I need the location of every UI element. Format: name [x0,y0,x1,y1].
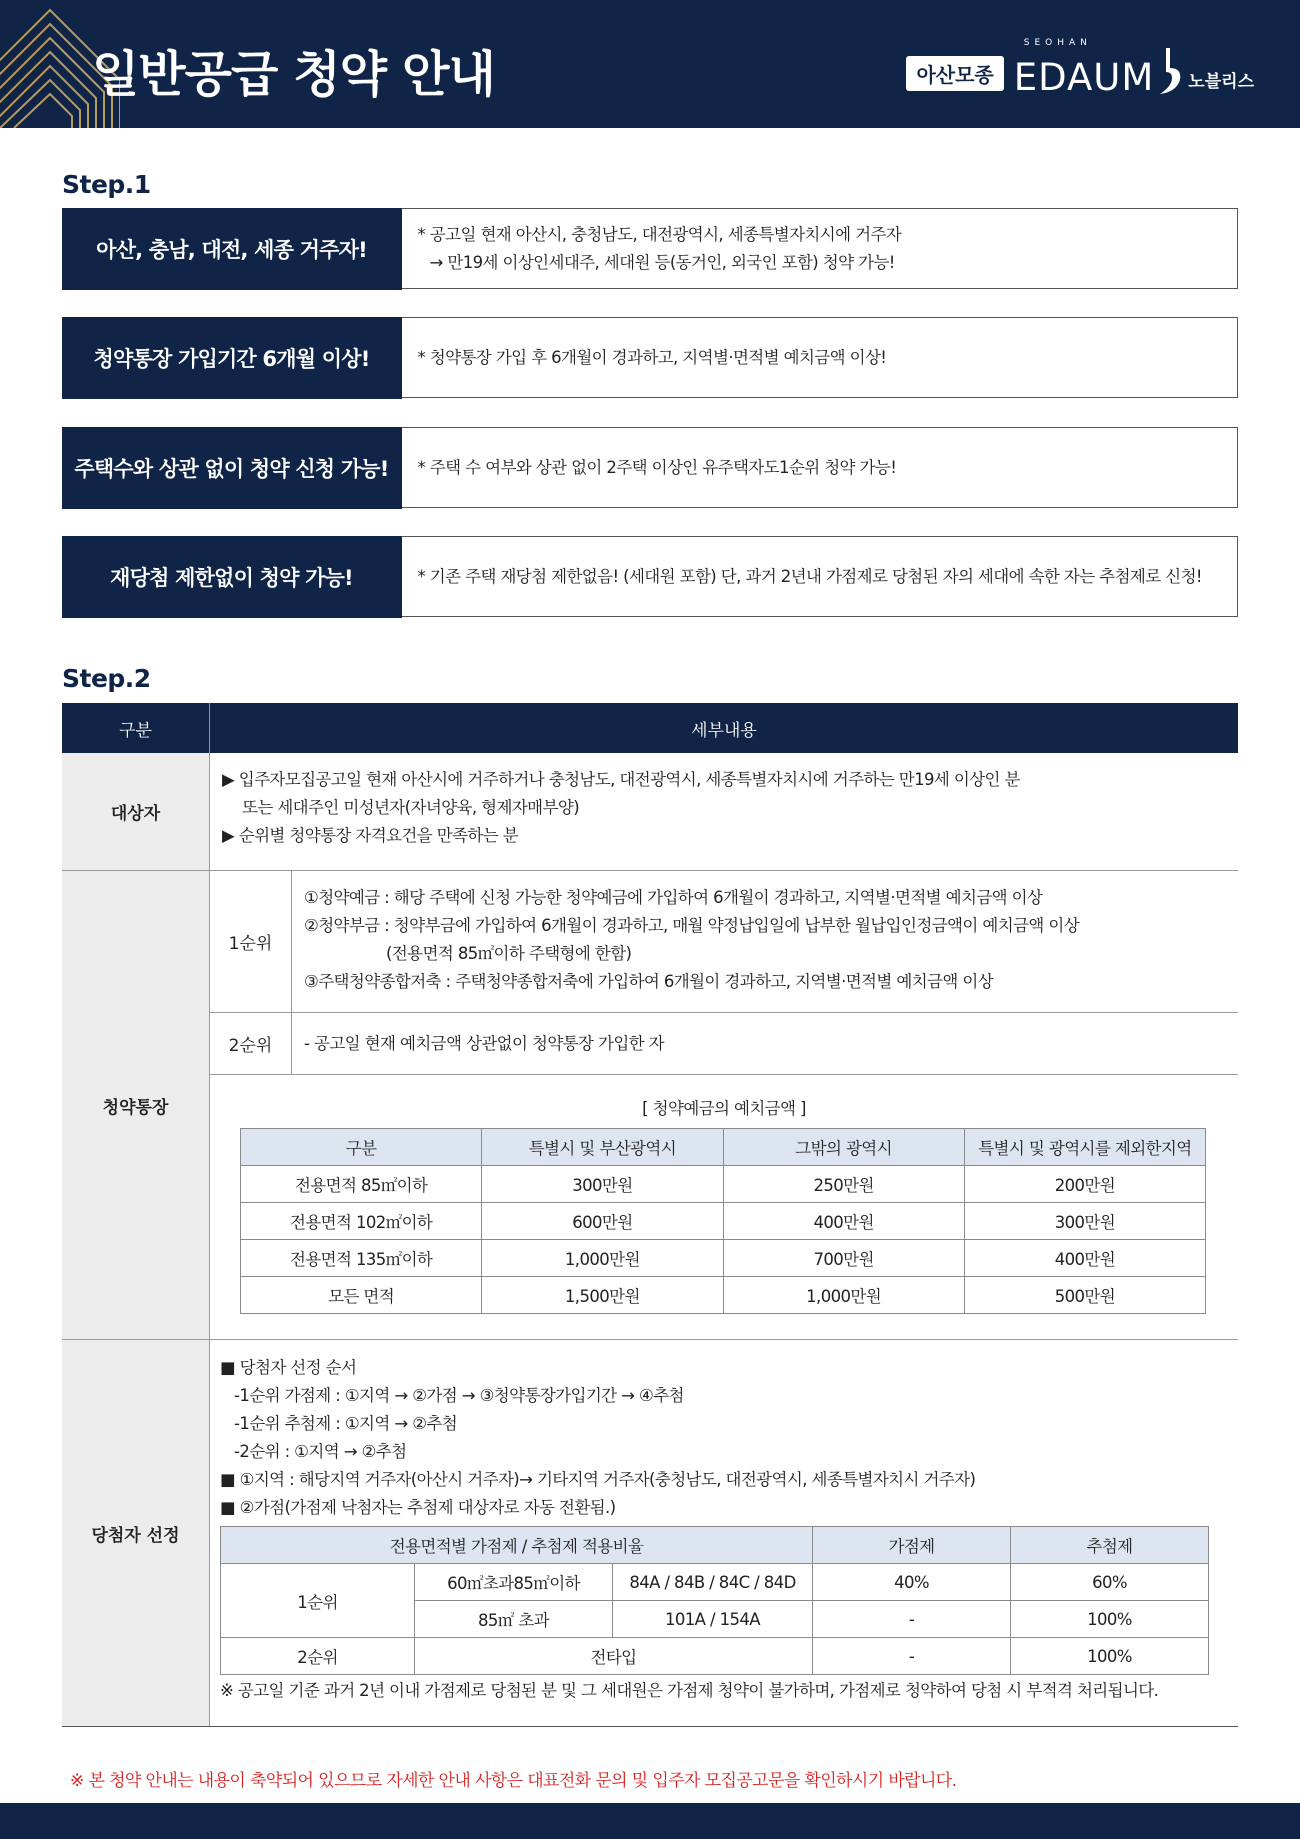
deposit-header-row [241,1129,1206,1166]
rank1-line: (전용면적 85㎡이하 주택형에 한함) [386,944,632,963]
rank1-label: 1순위 [210,871,292,1012]
page-title: 일반공급 청약 안내 [92,46,495,103]
step1-row [62,317,1238,398]
table-cell: 전용면적 135㎡이하 [241,1240,482,1277]
brand-logo-text: EDAUM [1013,56,1155,99]
winner-line: -1순위 가점제 : ①지역 → ②가점 → ③청약통장가입기간 → ④추첨 [234,1386,684,1405]
winner-line: ■ ①지역 : 해당지역 거주자(아산시 거주자)→ 기타지역 거주자(충청남도, 대전광역시, 세종특별자치시 거주자) [220,1470,976,1489]
table-cell: 101A / 154A [613,1601,813,1638]
table-cell: 60㎡초과85㎡이하 [415,1564,613,1601]
step1-row [62,536,1238,617]
winner-note: ※ 공고일 기준 과거 2년 이내 가점제로 당첨된 분 및 그 세대원은 가점제 청약이 불가하며, 가점제로 청약하여 당첨 시 부적격 처리됩니다. [220,1681,1159,1700]
table-cell: 100% [1011,1638,1209,1675]
table-cell: 전용면적 85㎡이하 [241,1166,482,1203]
step1-heading: Step.1 [62,170,151,199]
target-line: ▶ 입주자모집공고일 현재 아산시에 거주하거나 충청남도, 대전광역시, 세종특별자치시에 거주하는 만19세 이상인 분 [222,770,1020,789]
rank1-line: ①청약예금 : 해당 주택에 신청 가능한 청약예금에 가입하여 6개월이 경과하고, 지역별·면적별 예치금액 이상 [304,888,1043,907]
table-cell: 1,000만원 [482,1240,723,1277]
brand-small-text: SEOHAN [1023,38,1092,48]
account-label: 청약통장 [62,871,210,1339]
table-cell: 60% [1011,1564,1209,1601]
rank2-label: 2순위 [210,1013,292,1074]
ratio-header-row [221,1527,1209,1564]
winner-label: 당첨자 선정 [62,1340,210,1726]
account-content [210,871,1238,1339]
desc-line: * 주택 수 여부와 상관 없이 2주택 이상인 유주택자도1순위 청약 가능! [417,457,897,477]
ratio-header: 추첨제 [1011,1527,1209,1564]
table-cell: 300만원 [964,1203,1205,1240]
ratio-table [220,1526,1209,1675]
table-row [241,1240,1206,1277]
winner-line: ■ ②가점(가점제 낙첨자는 추첨제 대상자로 자동 전환됨.) [220,1498,616,1517]
step1-row-label: 아산, 충남, 대전, 세종 거주자! [62,208,402,290]
target-label: 대상자 [62,753,210,870]
target-line: ▶ 순위별 청약통장 자격요건을 만족하는 분 [222,826,519,845]
header-banner [0,0,1300,128]
table-row [241,1277,1206,1314]
table-cell: 100% [1011,1601,1209,1638]
deposit-table [240,1128,1206,1314]
table-cell: 85㎡ 초과 [415,1601,613,1638]
location-badge: 아산모종 [906,56,1003,91]
deposit-header: 특별시 및 광역시를 제외한지역 [964,1129,1205,1166]
table-cell: 전타입 [415,1638,813,1675]
step2-table [62,703,1238,1727]
deposit-header: 구분 [241,1129,482,1166]
table-row [241,1166,1206,1203]
desc-line: → 만19세 이상인세대주, 세대원 등(동거인, 외국인 포함) 청약 가능! [429,252,895,272]
table-cell: 700만원 [723,1240,964,1277]
ratio-header: 가점제 [813,1527,1011,1564]
winner-line: -2순위 : ①지역 → ②추첨 [234,1442,407,1461]
step1-row-desc [402,537,1238,616]
deposit-header: 그밖의 광역시 [723,1129,964,1166]
step2-table-header [62,703,1238,753]
step2-heading: Step.2 [62,664,151,693]
step1-row [62,427,1238,508]
table-cell: - [813,1601,1011,1638]
header-details: 세부내용 [691,720,757,741]
deposit-title: [ 청약예금의 예치금액 ] [642,1099,806,1118]
deposit-header: 특별시 및 부산광역시 [482,1129,723,1166]
step1-row-desc [402,318,1238,397]
edaum-logo [1013,38,1254,99]
table-cell: 2순위 [221,1638,415,1675]
table-row [241,1203,1206,1240]
winner-content [210,1340,1238,1726]
table-cell: - [813,1638,1011,1675]
rank1-line: ③주택청약종합저축 : 주택청약종합저축에 가입하여 6개월이 경과하고, 지역별·면적별 예치금액 이상 [304,972,994,991]
table-cell: 300만원 [482,1166,723,1203]
rank1-row [210,871,1238,1013]
desc-line: * 공고일 현재 아산시, 충청남도, 대전광역시, 세종특별자치시에 거주자 [417,224,902,244]
desc-line: * 청약통장 가입 후 6개월이 경과하고, 지역별·면적별 예치금액 이상! [417,347,887,367]
rank1-line: ②청약부금 : 청약부금에 가입하여 6개월이 경과하고, 매월 약정납입일에 납부한 월납입인정금액이 예치금액 이상 [304,916,1080,935]
table-cell: 1,000만원 [723,1277,964,1314]
brand-mark-icon [1158,46,1184,96]
table-cell: 전용면적 102㎡이하 [241,1203,482,1240]
header-category: 구분 [62,703,210,753]
table-cell: 1순위 [221,1564,415,1638]
rank2-text: - 공고일 현재 예치금액 상관없이 청약통장 가입한 자 [304,1033,664,1053]
table-cell: 200만원 [964,1166,1205,1203]
winner-line: ■ 당첨자 선정 순서 [220,1358,357,1377]
table-row [221,1638,1209,1675]
step1-row-desc [402,209,1238,288]
brand-sub-text: 노블리스 [1188,72,1254,92]
table-cell: 1,500만원 [482,1277,723,1314]
table-cell: 400만원 [723,1203,964,1240]
rank2-row [210,1013,1238,1075]
rank2-content [292,1013,1238,1074]
step1-row-label: 주택수와 상관 없이 청약 신청 가능! [62,427,402,509]
step1-row-label: 재당첨 제한없이 청약 가능! [62,536,402,618]
table-cell: 모든 면적 [241,1277,482,1314]
step1-row [62,208,1238,289]
ratio-header: 전용면적별 가점제 / 추첨제 적용비율 [221,1527,813,1564]
footer-bar [0,1803,1300,1839]
rank1-content [292,871,1238,1012]
winner-row [62,1340,1238,1727]
table-cell: 400만원 [964,1240,1205,1277]
step1-row-desc [402,428,1238,507]
table-row [221,1564,1209,1601]
account-row [62,871,1238,1340]
step1-row-label: 청약통장 가입기간 6개월 이상! [62,317,402,399]
table-cell: 40% [813,1564,1011,1601]
table-cell: 500만원 [964,1277,1205,1314]
target-content [210,753,1238,870]
table-cell: 600만원 [482,1203,723,1240]
target-line: 또는 세대주인 미성년자(자녀양육, 형제자매부양) [242,798,580,817]
footer-note: ※ 본 청약 안내는 내용이 축약되어 있으므로 자세한 안내 사항은 대표전화 문의 및 입주자 모집공고문을 확인하시기 바랍니다. [70,1771,957,1791]
winner-line: -1순위 추첨제 : ①지역 → ②추첨 [234,1414,458,1433]
table-cell: 250만원 [723,1166,964,1203]
target-row [62,753,1238,871]
table-cell: 84A / 84B / 84C / 84D [613,1564,813,1601]
desc-line: * 기존 주택 재당첨 제한없음! (세대원 포함) 단, 과거 2년내 가점제로 당첨된 자의 세대에 속한 자는 추첨제로 신청! [417,566,1202,586]
brand-logo [906,38,1254,99]
